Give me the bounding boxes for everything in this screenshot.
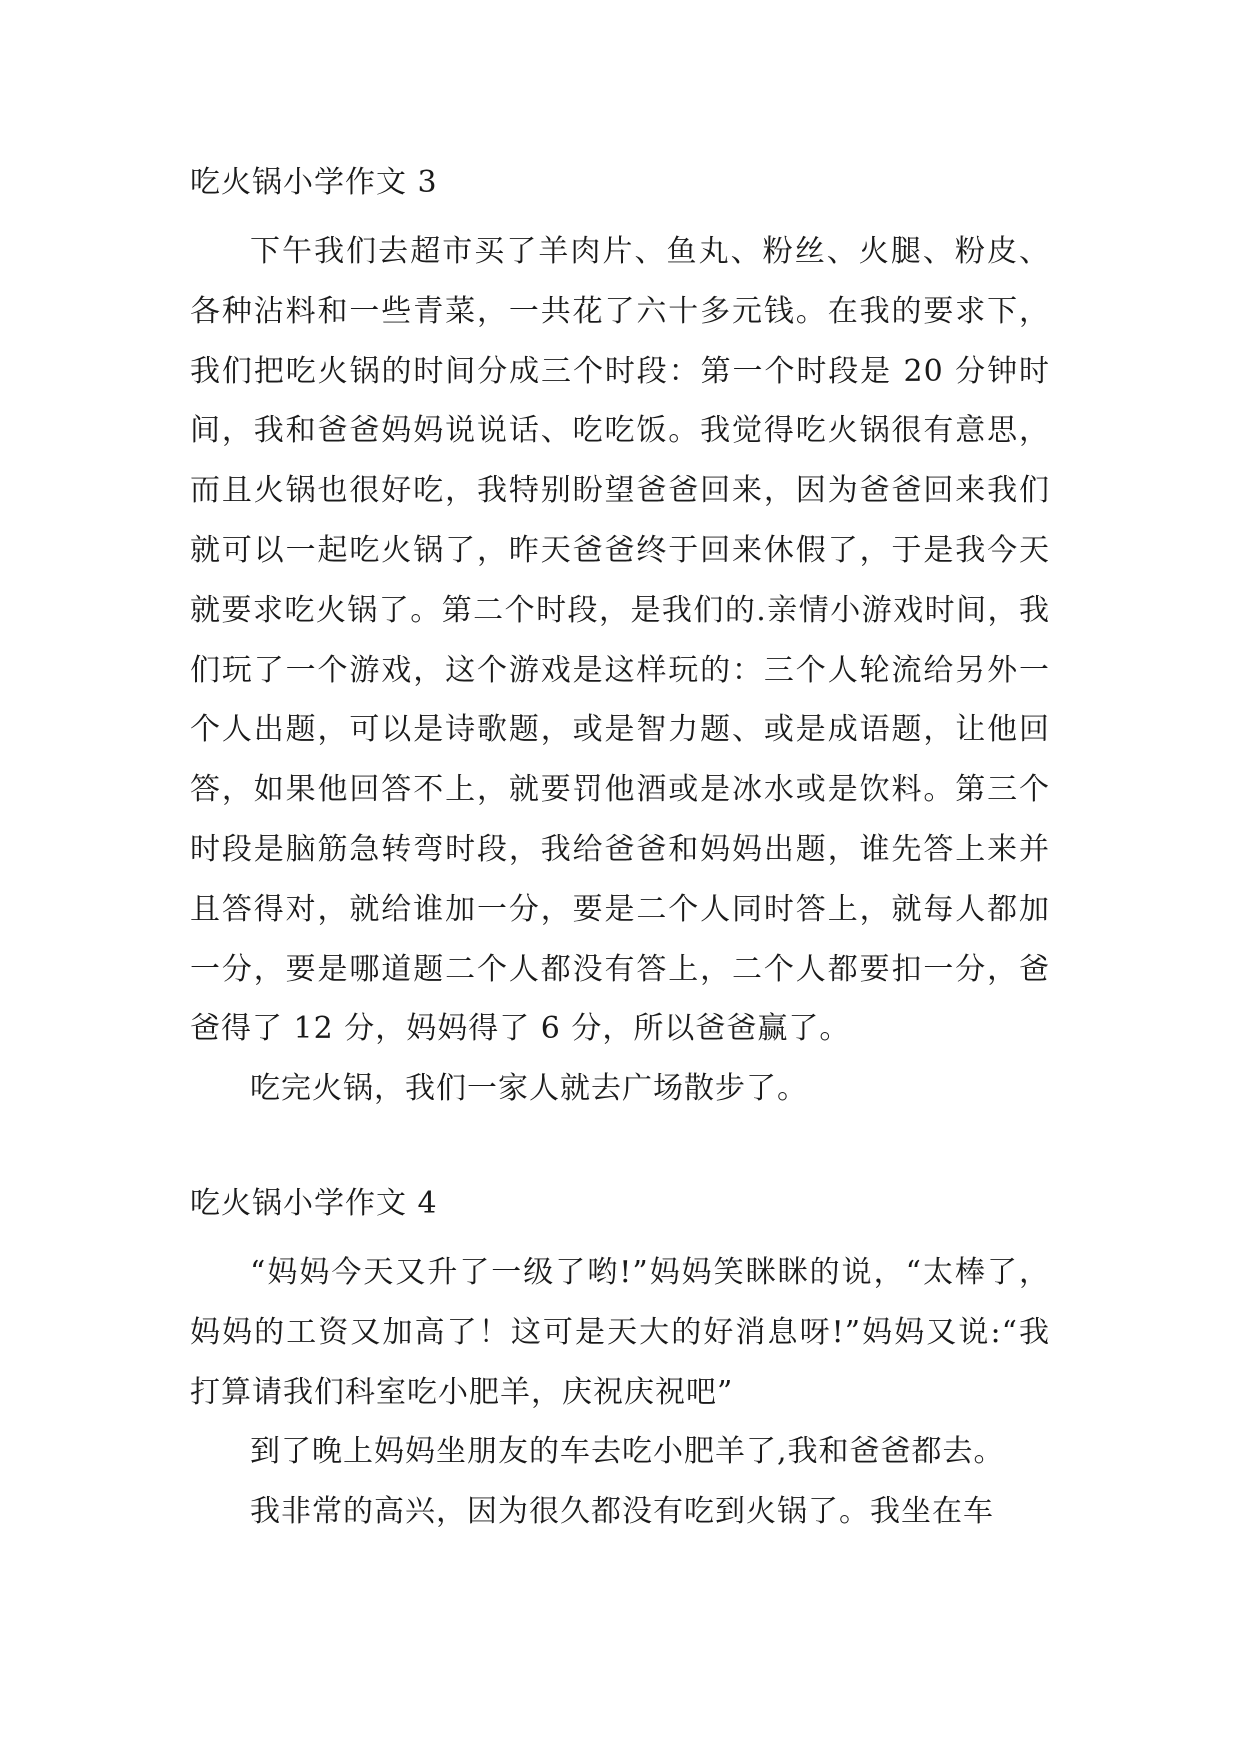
- section-title: 吃火锅小学作文 4: [190, 1185, 438, 1221]
- paragraph: 吃完火锅，我们一家人就去广场散步了。: [250, 1071, 808, 1107]
- essay-section-3: [190, 162, 1050, 1119]
- essay-section-4: [190, 1183, 1050, 1542]
- section-title: 吃火锅小学作文 3: [190, 165, 438, 200]
- section-spacer: [190, 1119, 1050, 1183]
- document-body: [190, 162, 1050, 1542]
- paragraph: 到了晚上妈妈坐朋友的车去吃小肥羊了,我和爸爸都去。: [250, 1434, 1005, 1470]
- paragraph: 下午我们去超市买了羊肉片、鱼丸、粉丝、火腿、粉皮、各种沾料和一些青菜，一共花了六十多元钱。在我的要求下，我们把吃火锅的时间分成三个时段：第一个时段是 20 分钟时间，我和爸爸妈妈说说话、吃吃饭。我觉得吃火锅很有意思，而且火锅也很好吃，我特别盼望爸爸回来，因为爸爸回来我们就可以一起吃火锅了，昨天爸爸终于回来休假了，于是我今天就要求吃火锅了。第二个时段，是我们的.亲情小游戏时间，我们玩了一个游戏，这个游戏是这样玩的：三个人轮流给另外一个人出题，可以是诗歌题，或是智力题、或是成语题，让他回答，如果他回答不上，就要罚他酒或是冰水或是饮料。第三个时段是脑筋急转弯时段，我给爸爸和妈妈出题，谁先答上来并且答得对，就给谁加一分，要是二个人同时答上，就每人都加一分，要是哪道题二个人都没有答上，二个人都要扣一分，爸爸得了 12 分，妈妈得了 6 分，所以爸爸赢了。: [190, 234, 1050, 1047]
- paragraph: “妈妈今天又升了一级了哟!”妈妈笑眯眯的说，“太棒了，妈妈的工资又加高了！这可是天大的好消息呀!”妈妈又说:“我打算请我们科室吃小肥羊，庆祝庆祝吧”: [190, 1254, 1050, 1410]
- paragraph: 我非常的高兴，因为很久都没有吃到火锅了。我坐在车: [250, 1494, 994, 1530]
